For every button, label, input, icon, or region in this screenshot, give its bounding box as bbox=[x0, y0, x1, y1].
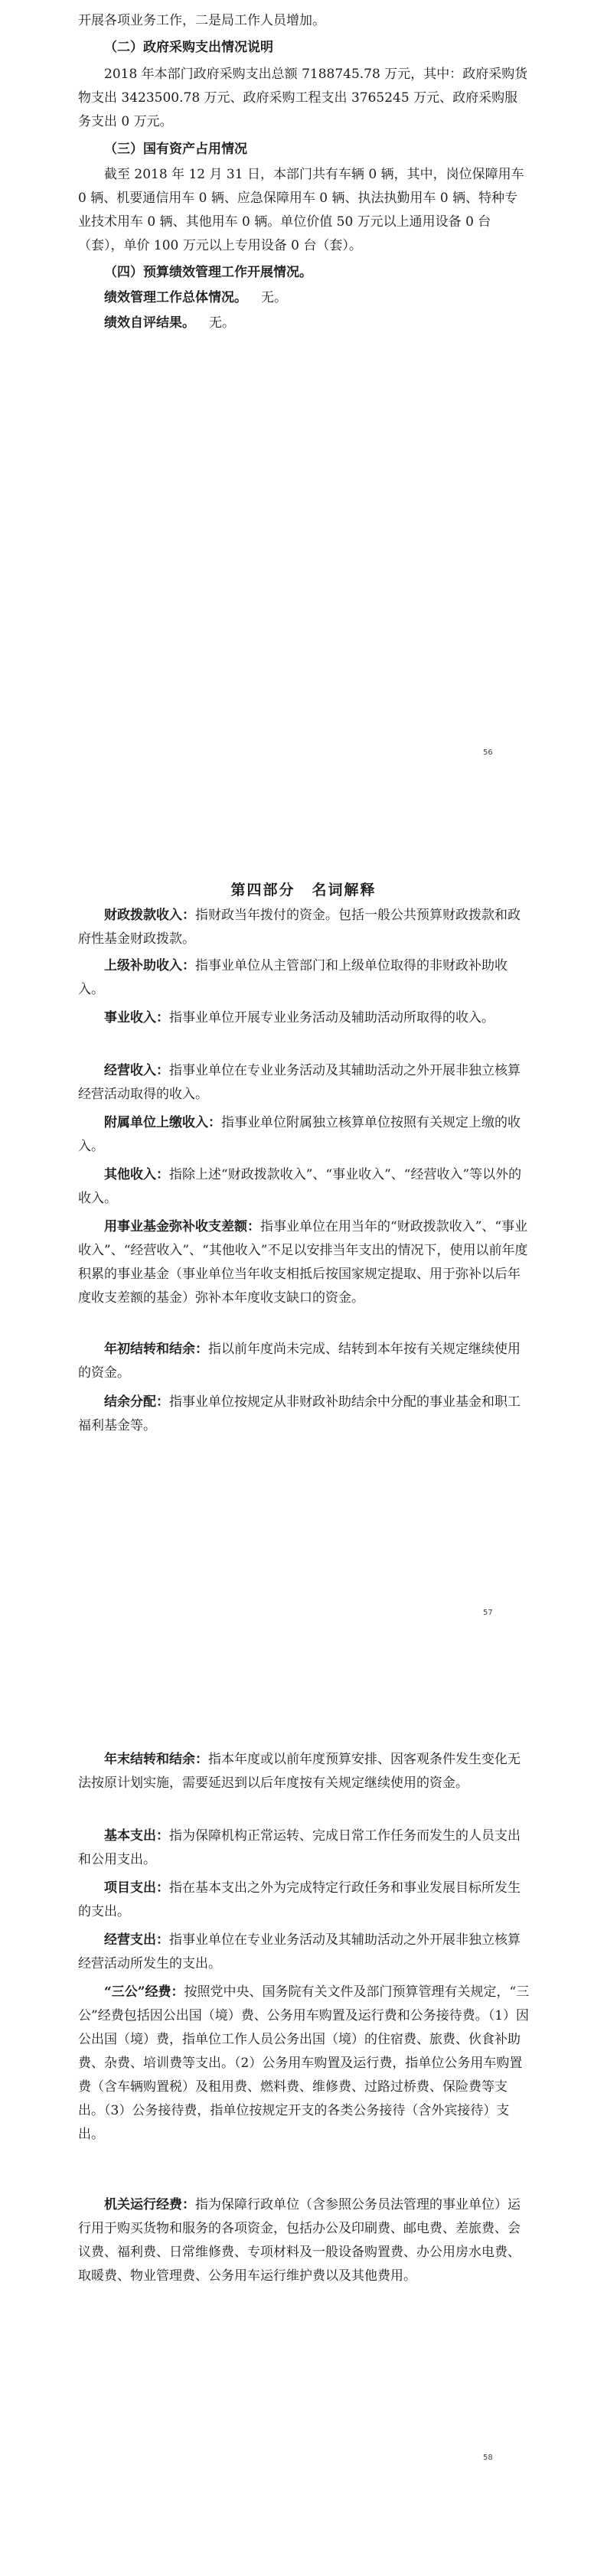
glossary-def: 指事业单位在专业业务活动及其辅助活动之外开展非独立核算经营活动取得的收入。 bbox=[78, 1063, 521, 1102]
glossary-def: 指为保障机构正常运转、完成日常工作任务而发生的人员支出和公用支出。 bbox=[78, 1828, 521, 1867]
glossary-entry bbox=[78, 1006, 530, 1030]
glossary-entry bbox=[78, 1981, 530, 2147]
page-1 bbox=[0, 0, 607, 859]
glossary-def: 指事业单位开展专业业务活动及辅助活动所取得的收入。 bbox=[169, 1010, 494, 1026]
glossary-entry bbox=[78, 954, 530, 1002]
page-2 bbox=[0, 859, 607, 1717]
glossary-entry bbox=[78, 1163, 530, 1211]
glossary-term: 年末结转和结余： bbox=[104, 1752, 208, 1767]
glossary-term: 事业收入： bbox=[104, 1010, 169, 1026]
glossary-term: 上级补助收入： bbox=[104, 958, 195, 973]
glossary-term: “三公”经费： bbox=[104, 1984, 184, 2000]
glossary-entry bbox=[78, 1111, 530, 1159]
paragraph-procurement: 2018 年本部门政府采购支出总额 7188745.78 万元，其中：政府采购货物支出 3423500.78 万元、政府采购工程支出 3765245 万元、政府采购服务支出 0 万元。 bbox=[78, 67, 528, 129]
title-part: 第四部分 bbox=[230, 882, 295, 898]
glossary-entry bbox=[78, 2193, 530, 2288]
paragraph-performance bbox=[78, 286, 530, 310]
glossary-entry bbox=[78, 1215, 530, 1310]
glossary-def: 指为保障行政单位（含参照公务员法管理的事业单位）运行用于购买货物和服务的各项资金，包括办公及印刷费、邮电费、差旅费、会议费、福利费、日常维修费、专项材料及一般设备购置费、办公用房水电费、取暖费、物业管理费、公务用车运行维护费以及其他费用。 bbox=[78, 2197, 521, 2284]
heading-procurement: （二）政府采购支出情况说明 bbox=[104, 40, 273, 55]
glossary-term: 年初结转和结余： bbox=[104, 1342, 208, 1357]
paragraph-evaluation bbox=[78, 311, 530, 335]
glossary-entry bbox=[78, 1748, 530, 1795]
evaluation-label: 绩效自评结果。 bbox=[104, 315, 195, 331]
evaluation-value: 无。 bbox=[209, 315, 235, 331]
page-number: 56 bbox=[483, 748, 493, 757]
glossary-def: 指事业单位在用当年的“财政拨款收入”、“事业收入”、“经营收入”、“其他收入”不足以安排当年支出的情况下，使用以前年度积累的事业基金（事业单位当年收支相抵后按国家规定提取、用于弥补以后年度收支差额的基金）弥补本年度收支缺口的资金。 bbox=[78, 1219, 528, 1306]
glossary-term: 用事业基金弥补收支差额： bbox=[104, 1219, 260, 1234]
glossary-def: 指事业单位在专业业务活动及其辅助活动之外开展非独立核算经营活动所发生的支出。 bbox=[78, 1932, 521, 1971]
glossary-entry bbox=[78, 1824, 530, 1872]
paragraph-assets: 截至 2018 年 12 月 31 日，本部门共有车辆 0 辆，其中，岗位保障用车 0 辆、机要通信用车 0 辆、应急保障用车 0 辆、执法执勤用车 0 辆、特种专业技术用车 0 辆、其他用车 0 辆。单位价值 50 万元以上通用设备 0 台（套），单价 100 万元以上专用设备 0 台（套）。 bbox=[78, 167, 524, 253]
glossary-term: 其他收入： bbox=[104, 1167, 169, 1182]
performance-value: 无。 bbox=[261, 290, 287, 305]
paragraph-intro-tail: 开展各项业务工作，二是局工作人员增加。 bbox=[78, 13, 325, 28]
glossary-entry bbox=[78, 1391, 530, 1438]
glossary-term: 财政拨款收入： bbox=[104, 908, 195, 923]
glossary-entry bbox=[78, 1059, 530, 1107]
glossary-def: 指事业单位按规定从非财政补助结余中分配的事业基金和职工福利基金等。 bbox=[78, 1394, 521, 1433]
glossary-entry bbox=[78, 1338, 530, 1385]
glossary-def: 指事业单位附属独立核算单位按照有关规定上缴的收入。 bbox=[78, 1115, 521, 1154]
glossary-def: 指除上述“财政拨款收入”、“事业收入”、“经营收入”等以外的收入。 bbox=[78, 1167, 522, 1206]
page-3 bbox=[0, 1717, 607, 2576]
glossary-def: 指事业单位从主管部门和上级单位取得的非财政补助收入。 bbox=[78, 958, 507, 997]
glossary-term: 机关运行经费： bbox=[104, 2197, 195, 2212]
glossary-def: 指本年度或以前年度预算安排、因客观条件发生变化无法按原计划实施，需要延迟到以后年度按有关规定继续使用的资金。 bbox=[78, 1752, 521, 1791]
page-title bbox=[0, 879, 607, 899]
heading-assets: （三）国有资产占用情况 bbox=[104, 142, 247, 157]
glossary-def: 按照党中央、国务院有关文件及部门预算管理有关规定，“三公”经费包括因公出国（境）费、公务用车购置及运行费和公务接待费。（1）因公出国（境）费，指单位工作人员公务出国（境）的住宿费、旅费、伙食补助费、杂费、培训费等支出。（2）公务用车购置及运行费，指单位公务用车购置费（含车辆购置税）及租用费、燃料费、维修费、过路过桥费、保险费等支出。（3）公务接待费，指单位按规定开支的各类公务接待（含外宾接待）支出。 bbox=[78, 1984, 530, 2142]
heading-performance: （四）预算绩效管理工作开展情况。 bbox=[104, 265, 312, 280]
glossary-entry bbox=[78, 904, 530, 951]
glossary-entry bbox=[78, 1877, 530, 1924]
glossary-term: 附属单位上缴收入： bbox=[104, 1115, 221, 1130]
glossary-entry bbox=[78, 1929, 530, 1976]
page-number: 57 bbox=[483, 1609, 493, 1617]
glossary-def: 指在基本支出之外为完成特定行政任务和事业发展目标所发生的支出。 bbox=[78, 1880, 521, 1919]
glossary-def: 指以前年度尚未完成、结转到本年按有关规定继续使用的资金。 bbox=[78, 1342, 521, 1381]
performance-label: 绩效管理工作总体情况。 bbox=[104, 290, 247, 305]
glossary-term: 项目支出： bbox=[104, 1880, 169, 1896]
glossary-term: 结余分配： bbox=[104, 1394, 169, 1410]
glossary-term: 经营支出： bbox=[104, 1932, 169, 1948]
glossary-term: 经营收入： bbox=[104, 1063, 169, 1078]
glossary-def: 指财政当年拨付的资金。包括一般公共预算财政拨款和政府性基金财政拨款。 bbox=[78, 908, 521, 947]
glossary-term: 基本支出： bbox=[104, 1828, 169, 1844]
title-name: 名词解释 bbox=[312, 882, 377, 898]
page-number: 58 bbox=[483, 2454, 493, 2462]
